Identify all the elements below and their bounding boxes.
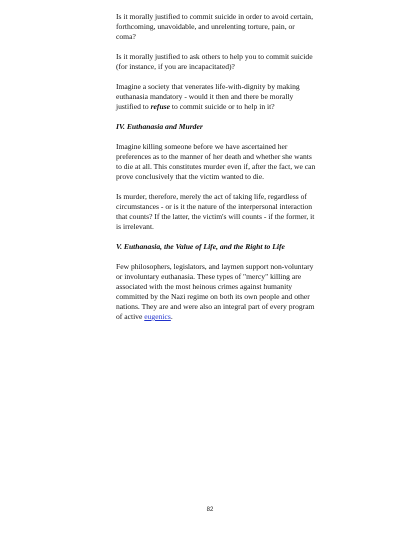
paragraph-text: to commit suicide or to help in it? [170, 102, 275, 111]
paragraph-mandatory-euthanasia [116, 82, 316, 112]
paragraph-murder-nature: Is murder, therefore, merely the act of taking life, regardless of circumstances - or is it the nature of the interpersonal interaction that counts? If the latter, the victim's will counts - if the former, it is irrelevant. [116, 192, 315, 231]
eugenics-link[interactable]: eugenics [144, 312, 171, 321]
section-heading-value-of-life: V. Euthanasia, the Value of Life, and the Right to Life [116, 242, 285, 251]
paragraph-text: Imagine a society that venerates life-with-dignity by making euthanasia mandatory - would it then and there be morally justified to [116, 82, 300, 111]
section-heading-euthanasia-murder: IV. Euthanasia and Murder [116, 122, 203, 131]
paragraph-text: . [170, 312, 173, 321]
document-body [116, 12, 316, 332]
emphasis-refuse: refuse [150, 102, 170, 111]
paragraph-text: Few philosophers, legislators, and laymen support non-voluntary or involuntary euthanasia. These types of "mercy" killing are associated with the most heinous crimes against humanity committed by the Nazi regime on both its own people and other nations. They are and were also an integral part of every program of active [116, 262, 315, 321]
paragraph-killing-preferences: Imagine killing someone before we have ascertained her preferences as to the manner of her death and whether she wants to die at all. This constitutes murder even if, after the fact, we can prove conclusively that the victim wanted to die. [116, 142, 316, 181]
page-number: 82 [206, 507, 214, 513]
paragraph-suicide-torture: Is it morally justified to commit suicide in order to avoid certain, forthcoming, unavoidable, and unrelenting torture, pain, or coma? [116, 12, 313, 41]
paragraph-assisted-suicide: Is it morally justified to ask others to help you to commit suicide (for instance, if you are incapacitated)? [116, 52, 313, 71]
paragraph-non-voluntary-euthanasia [116, 262, 316, 322]
